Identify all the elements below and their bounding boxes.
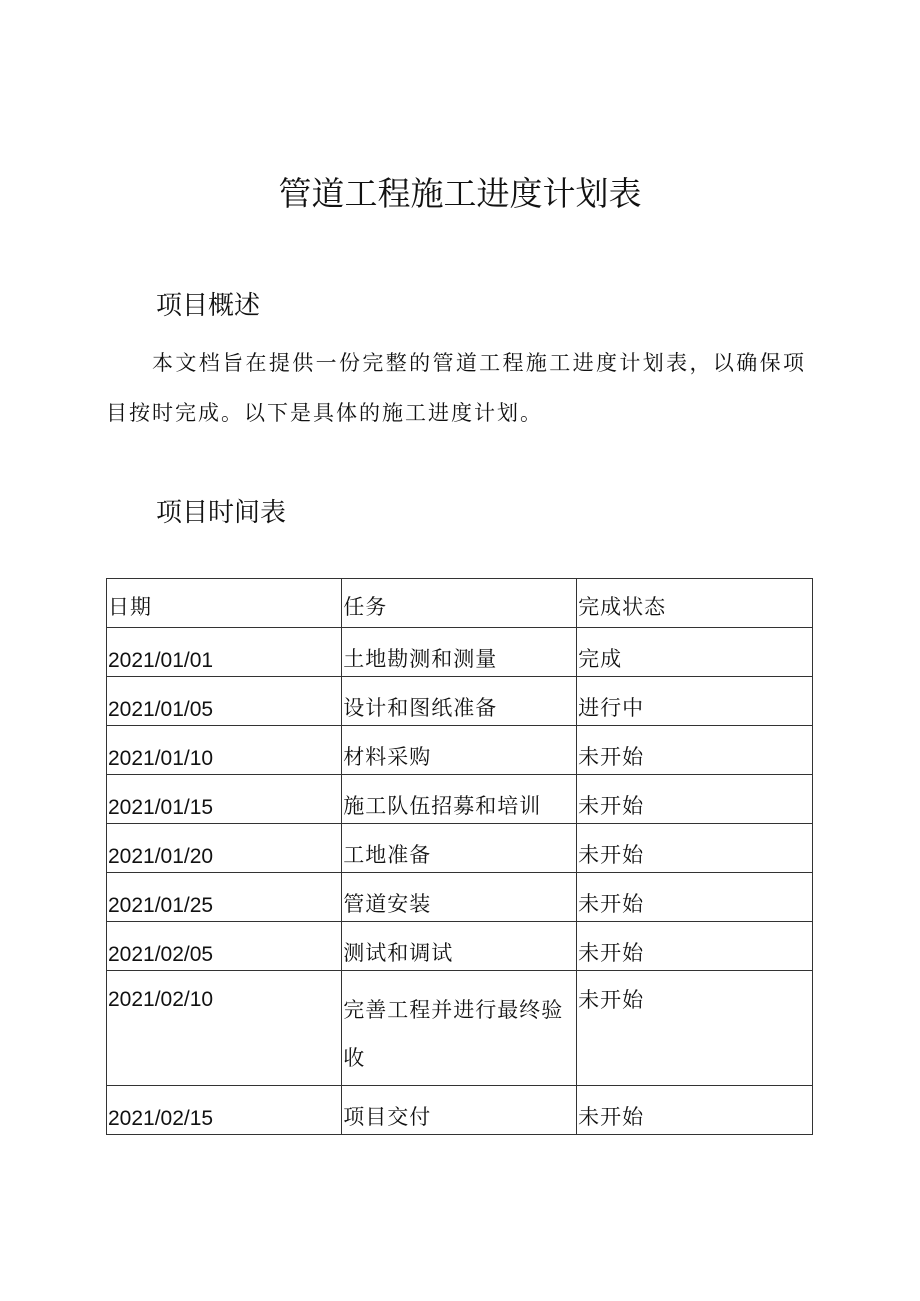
cell-task: 工地准备	[342, 824, 577, 873]
cell-status: 完成	[577, 628, 813, 677]
overview-paragraph: 本文档旨在提供一份完整的管道工程施工进度计划表，以确保项目按时完成。以下是具体的施工进度计划。	[106, 351, 806, 425]
cell-status: 未开始	[577, 824, 813, 873]
table-row	[107, 824, 813, 873]
cell-status: 未开始	[577, 971, 813, 1086]
header-date: 日期	[107, 579, 342, 628]
cell-task: 测试和调试	[342, 922, 577, 971]
document-title: 管道工程施工进度计划表	[278, 174, 642, 213]
timeline-heading: 项目时间表	[156, 498, 287, 528]
cell-task: 设计和图纸准备	[342, 677, 577, 726]
table-header-row	[107, 579, 813, 628]
overview-heading: 项目概述	[156, 291, 261, 321]
cell-task: 项目交付	[342, 1086, 577, 1135]
cell-date: 2021/01/05	[107, 677, 342, 726]
table-row	[107, 971, 813, 1086]
table-row	[107, 628, 813, 677]
table-row	[107, 726, 813, 775]
cell-date: 2021/01/10	[107, 726, 342, 775]
cell-date: 2021/02/05	[107, 922, 342, 971]
table-row	[107, 677, 813, 726]
cell-task: 土地勘测和测量	[342, 628, 577, 677]
table-row	[107, 1086, 813, 1135]
cell-date: 2021/02/10	[107, 971, 342, 1086]
cell-date: 2021/01/25	[107, 873, 342, 922]
cell-task: 施工队伍招募和培训	[342, 775, 577, 824]
cell-task: 完善工程并进行最终验收	[342, 971, 577, 1086]
cell-task: 管道安装	[342, 873, 577, 922]
cell-status: 未开始	[577, 775, 813, 824]
table-row	[107, 873, 813, 922]
cell-status: 进行中	[577, 677, 813, 726]
cell-status: 未开始	[577, 726, 813, 775]
cell-date: 2021/02/15	[107, 1086, 342, 1135]
cell-date: 2021/01/01	[107, 628, 342, 677]
header-task: 任务	[342, 579, 577, 628]
cell-status: 未开始	[577, 873, 813, 922]
schedule-table	[106, 578, 813, 1135]
cell-status: 未开始	[577, 1086, 813, 1135]
cell-task: 材料采购	[342, 726, 577, 775]
cell-date: 2021/01/15	[107, 775, 342, 824]
header-status: 完成状态	[577, 579, 813, 628]
cell-status: 未开始	[577, 922, 813, 971]
table-row	[107, 922, 813, 971]
cell-date: 2021/01/20	[107, 824, 342, 873]
table-row	[107, 775, 813, 824]
